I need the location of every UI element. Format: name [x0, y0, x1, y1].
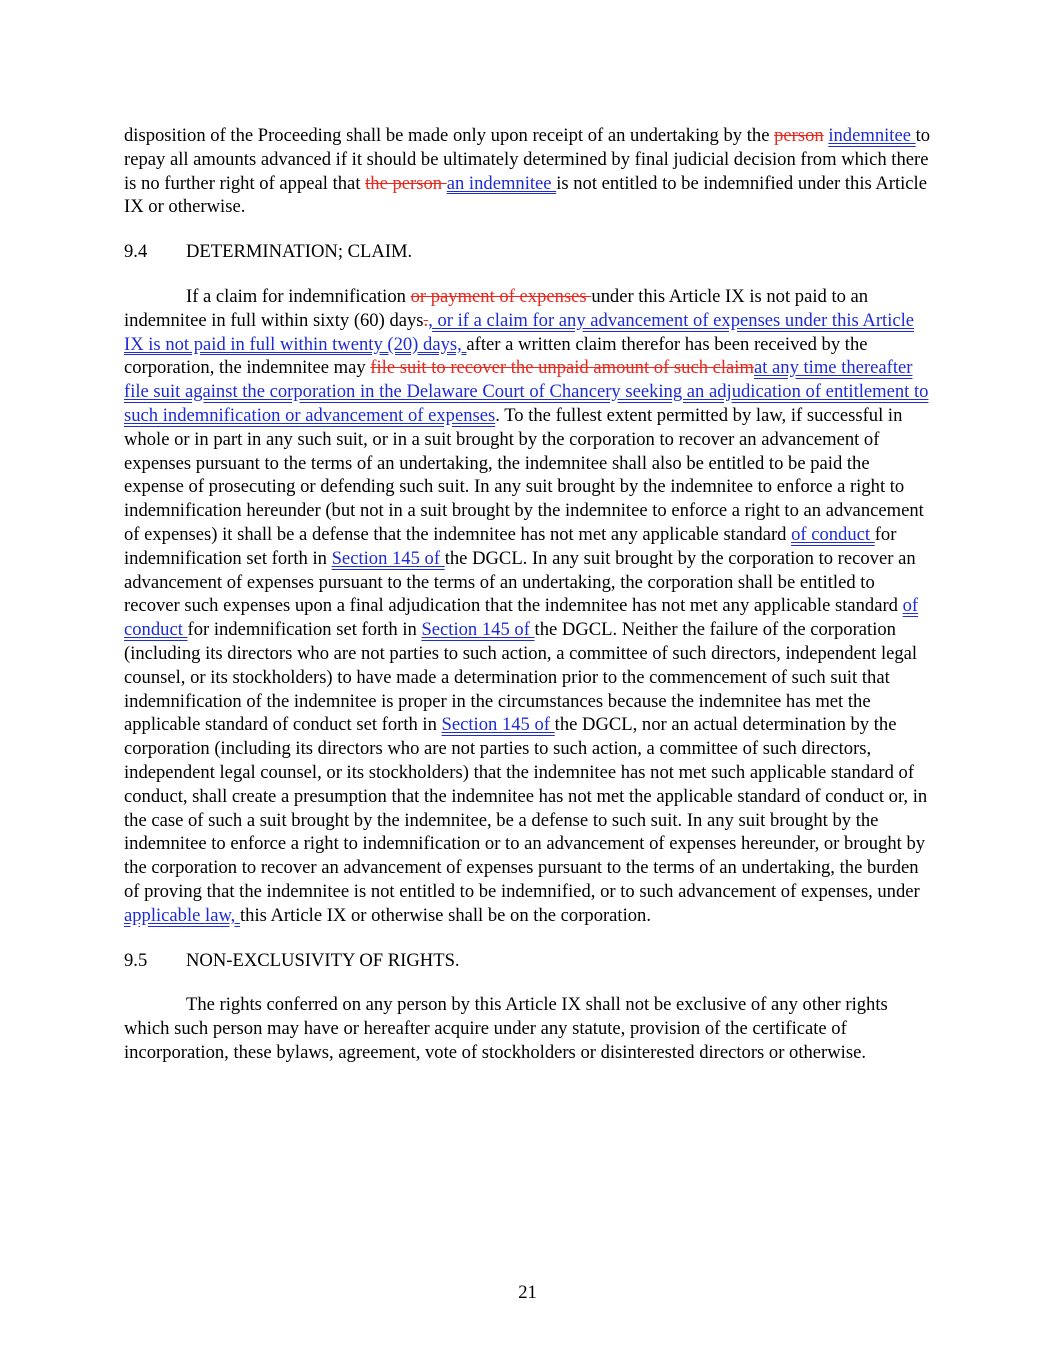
inserted-text: indemnitee — [828, 125, 916, 146]
text-run: this Article IX or otherwise shall be on the corporation. — [239, 904, 652, 926]
text-run: under this Article IX is not paid to an indemnitee in full within sixty (60) days — [124, 285, 869, 331]
text-run: . To the fullest extent permitted by law, if successful in whole or in part in any such suit, or in a suit brought by the corporation to recover an advancement of expenses pursuant to the terms of an undertaking, the indemnitee shall also be entitled to be paid the expense of prosecuting or defending such suit. In any suit brought by the indemnitee to enforce a right to indemnification hereunder (but not in a suit brought by the indemnitee to enforce a right to an advancement of expenses) it shall be a defense that the indemnitee has not met any applicable standard — [124, 404, 924, 545]
body-paragraph — [124, 993, 934, 1064]
text-run: the DGCL. Neither the failure of the corporation (including its directors who are not parties to such action, a committee of such directors, independent legal counsel, or its stockholders) to have made a determination prior to the commencement of such suit that indemnification of the indemnitee is proper in the circumstances because the indemnitee has met the applicable standard of conduct set forth in — [124, 619, 918, 736]
section-heading — [124, 240, 934, 264]
section-title: DETERMINATION; CLAIM. — [186, 241, 413, 263]
text-run: disposition of the Proceeding shall be made only upon receipt of an undertaking by the — [124, 125, 775, 146]
inserted-text: , or if a claim for any advancement of expenses under this Article IX is not paid in full within twenty (20) days, — [124, 309, 915, 355]
section-number: 9.5 — [124, 949, 148, 971]
inserted-text: an indemnitee — [446, 172, 557, 194]
inserted-text: at any time thereafter file suit against the corporation in the Delaware Court of Chancery seeking an adjudication of entitlement to such indemnification or advancement of expenses — [124, 357, 929, 426]
page-number: 21 — [518, 1282, 537, 1303]
section-number: 9.4 — [124, 241, 148, 263]
text-run: the DGCL. In any suit brought by the corporation to recover an advancement of expenses pursuant to the terms of an undertaking, the corporation shall be entitled to recover such expenses upon a final adjudication that the indemnitee has not met any applicable standard — [124, 547, 916, 617]
section-title: NON-EXCLUSIVITY OF RIGHTS. — [186, 949, 460, 971]
deleted-text: file suit to recover the unpaid amount of such claim — [370, 357, 754, 379]
inserted-text: applicable law, — [124, 904, 240, 926]
deleted-text: or payment of expenses — [410, 285, 592, 307]
text-run: the DGCL, nor an actual determination by the corporation (including its directors who are not parties to such action, a committee of such directors, independent legal counsel, or its stockholders) that the indemnitee has not met such applicable standard of conduct, shall create a presumption that the indemnitee has not met the applicable standard of conduct or, in the case of such a suit brought by the indemnitee, be a defense to such suit. In any suit brought by the indemnitee to enforce a right to indemnification or to an advancement of expenses hereunder, or brought by the corporation to recover an advancement of expenses pursuant to the terms of an undertaking, the burden of proving that the indemnitee is not entitled to be indemnified, or to such advancement of expenses, under — [124, 714, 928, 902]
inserted-text: Section 145 of — [331, 547, 445, 569]
inserted-text: of conduct — [124, 595, 919, 641]
text-run: for indemnification set forth in — [124, 523, 897, 569]
deleted-text: the person — [365, 172, 447, 194]
text-run: If a claim for indemnification — [186, 285, 411, 307]
inserted-text: of conduct — [791, 523, 875, 545]
body-paragraph — [124, 285, 934, 928]
deleted-text: person — [774, 125, 824, 146]
text-run: for indemnification set forth in — [187, 619, 422, 641]
text-run: after a written claim therefor has been received by the corporation, the indemnitee may — [124, 333, 868, 379]
inserted-text: Section 145 of — [441, 714, 555, 736]
text-run: is not entitled to be indemnified under this Article IX or otherwise. — [124, 172, 927, 218]
body-paragraph — [124, 124, 934, 219]
document-page — [124, 124, 934, 1065]
section-heading — [124, 949, 934, 973]
deleted-text: . — [423, 309, 429, 331]
text-run: The rights conferred on any person by this Article IX shall not be exclusive of any other rights which such person may have or hereafter acquire under any statute, provision of the certificate of incorporation, these bylaws, agreement, vote of stockholders or disinterested directors or otherwise. — [124, 994, 888, 1063]
inserted-text: Section 145 of — [421, 619, 535, 641]
text-run: to repay all amounts advanced if it should be ultimately determined by final judicial decision from which there is no further right of appeal that — [124, 125, 931, 194]
